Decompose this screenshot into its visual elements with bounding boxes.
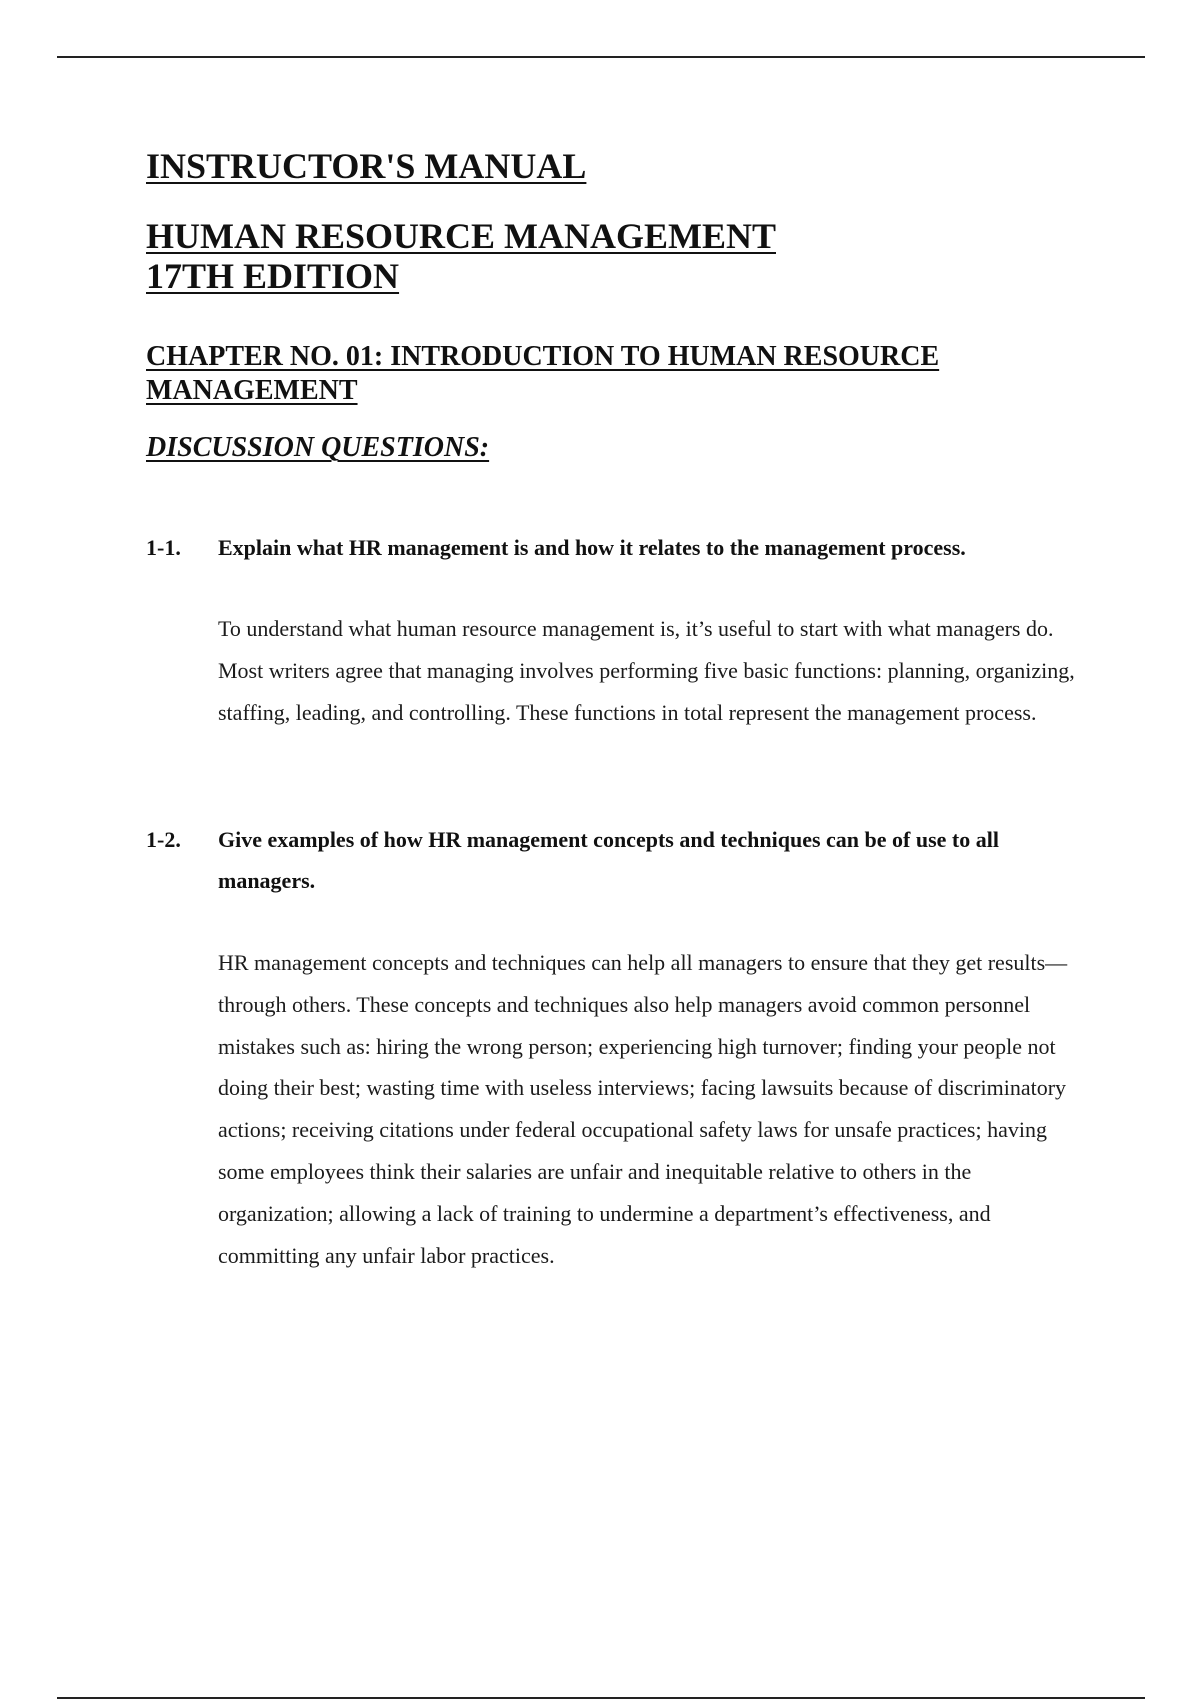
discussion-questions-heading: DISCUSSION QUESTIONS: [146,432,490,463]
top-rule [57,56,1145,58]
book-title [146,216,776,297]
edition-line: 17TH EDITION [146,256,400,297]
question-text: Give examples of how HR management concepts and techniques can be of use to all managers. [218,827,999,893]
question-number: 1-1. [146,535,181,560]
question-number: 1-2. [146,827,181,852]
chapter-heading-line: CHAPTER NO. 01: INTRODUCTION TO HUMAN RESOURCE [146,341,940,372]
manual-title: INSTRUCTOR'S MANUAL [146,146,587,186]
chapter-heading-line: MANAGEMENT [146,374,358,406]
answer-text: HR management concepts and techniques can help all managers to ensure that they get results—through others. These concepts and techniques also help managers avoid common personnel mistakes such as: hiring the wrong person; experiencing high turnover; finding your people not doing their best; wasting time with useless interviews; facing lawsuits because of discriminatory actions; receiving citations under federal occupational safety laws for unsafe practices; having some employees think their salaries are unfair and inequitable relative to others in the organization; allowing a lack of training to undermine a department’s effectiveness, and committing any unfair labor practices. [218,950,1068,1268]
question-text: Explain what HR management is and how it relates to the management process. [218,535,966,560]
answer-text: To understand what human resource management is, it’s useful to start with what managers do. Most writers agree that managing involves performing five basic functions: planning, organizing, staffing, leading, and controlling. These functions in total represent the management process. [218,616,1075,725]
chapter-heading [146,340,939,407]
question-item [146,819,1086,901]
book-title-line: HUMAN RESOURCE MANAGEMENT [146,216,776,256]
bottom-rule [57,1697,1145,1699]
question-item [146,527,1086,568]
